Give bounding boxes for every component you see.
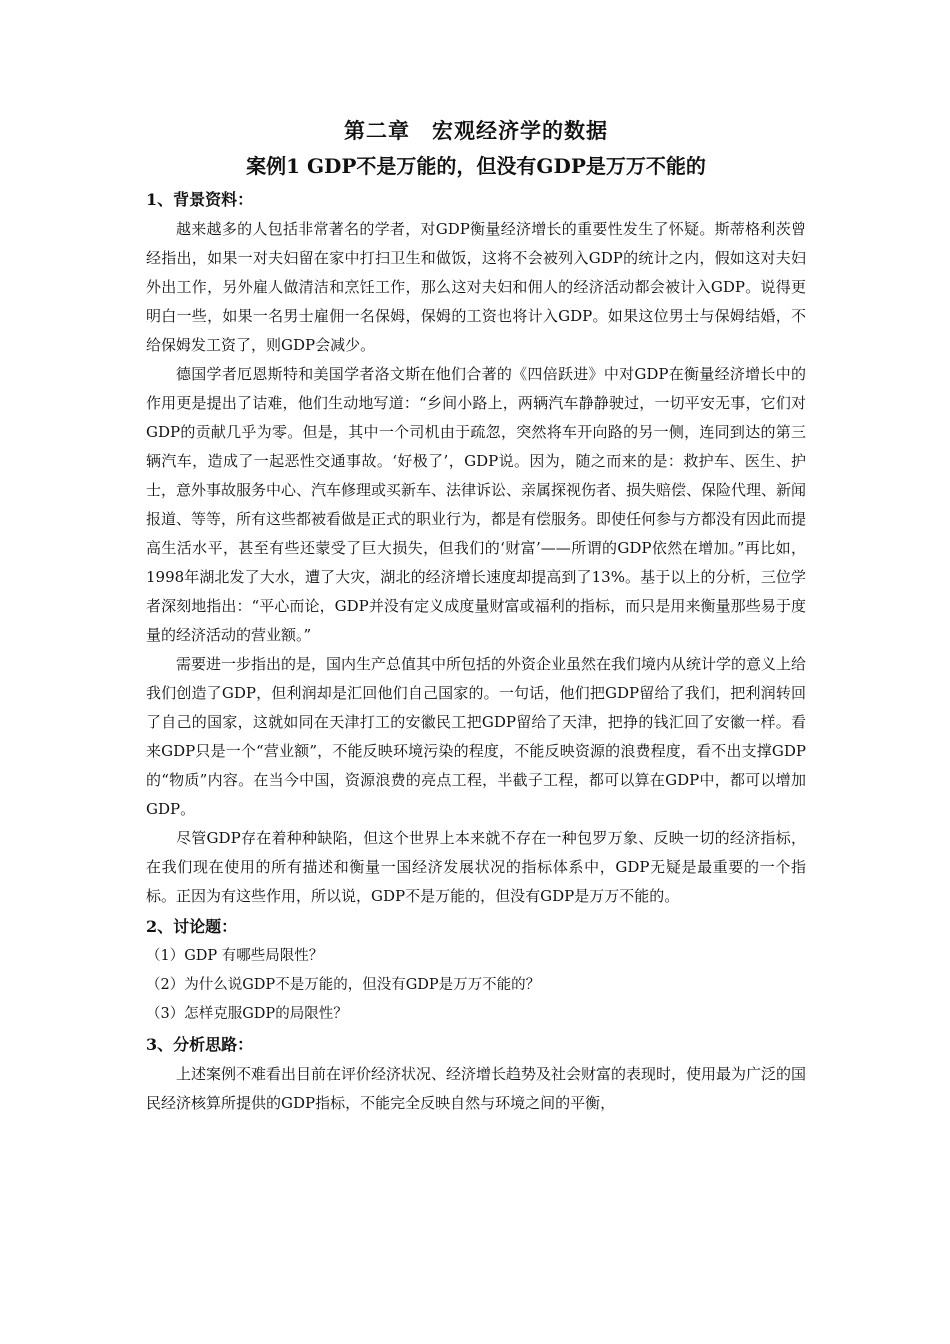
discussion-question: （3）怎样克服GDP的局限性？ [146,1006,348,1022]
chapter-title: 第二章 宏观经济学的数据 [344,118,608,143]
discussion-section [146,915,806,1029]
background-paragraph: 越来越多的人包括非常著名的学者，对GDP衡量经济增长的重要性发生了怀疑。斯蒂格利茨曾经指出，如果一对夫妇留在家中打扫卫生和做饭，这将不会被列入GDP的统计之内，假如这对夫妇外出工作，另外雇人做清洁和烹饪工作，那么这对夫妇和佣人的经济活动都会被计入GDP。说得更明白一些，如果一名男士雇佣一名保姆，保姆的工资也将计入GDP。如果这位男士与保姆结婚，不给保姆发工资了，则GDP会减少。 [146,220,806,354]
case-title: 案例1 GDP不是万能的，但没有GDP是万万不能的 [246,154,706,178]
discussion-question-list [146,942,806,1029]
background-heading: 1、背景资料： [146,190,254,209]
document-body [146,116,806,1118]
analysis-paragraph: 上述案例不难看出目前在评价经济状况、经济增长趋势及社会财富的表现时，使用最为广泛的国民经济核算所提供的GDP指标，不能完全反映自然与环境之间的平衡， [146,1065,807,1112]
analysis-heading: 3、分析思路： [146,1035,254,1054]
discussion-question: （1）GDP 有哪些局限性？ [146,948,324,964]
background-paragraph: 德国学者厄恩斯特和美国学者洛文斯在他们合著的《四倍跃进》中对GDP在衡量经济增长中的作用更是提出了诘难，他们生动地写道：“乡间小路上，两辆汽车静静驶过，一切平安无事，它们对GDP的贡献几乎为零。但是，其中一个司机由于疏忽，突然将车开向路的另一侧，连同到达的第三辆汽车，造成了一起恶性交通事故。‘好极了’，GDP说。因为，随之而来的是：救护车、医生、护士，意外事故服务中心、汽车修理或买新车、法律诉讼、亲属探视伤者、损失赔偿、保险代理、新闻报道、等等，所有这些都被看做是正式的职业行为，都是有偿服务。即使任何参与方都没有因此而提高生活水平，甚至有些还蒙受了巨大损失，但我们的‘财富’——所谓的GDP依然在增加。”再比如，1998年湖北发了大水，遭了大灾，湖北的经济增长速度却提高到了13%。基于以上的分析，三位学者深刻地指出：“平心而论，GDP并没有定义成度量财富或福利的指标，而只是用来衡量那些易于度量的经济活动的营业额。” [146,365,807,644]
background-paragraph: 需要进一步指出的是，国内生产总值其中所包括的外资企业虽然在我们境内从统计学的意义上给我们创造了GDP，但利润却是汇回他们自己国家的。一句话，他们把GDP留给了我们，把利润转回了自己的国家，这就如同在天津打工的安徽民工把GDP留给了天津，把挣的钱汇回了安徽一样。看来GDP只是一个“营业额”，不能反映环境污染的程度，不能反映资源的浪费程度，看不出支撑GDP的“物质”内容。在当今中国，资源浪费的亮点工程，半截子工程，都可以算在GDP中，都可以增加GDP。 [146,655,807,818]
analysis-section [146,1033,806,1118]
discussion-heading: 2、讨论题： [146,917,238,936]
discussion-question: （2）为什么说GDP不是万能的，但没有GDP是万万不能的？ [146,977,541,993]
background-section [146,188,806,911]
background-paragraph: 尽管GDP存在着种种缺陷，但这个世界上本来就不存在一种包罗万象、反映一切的经济指标，在我们现在使用的所有描述和衡量一国经济发展状况的指标体系中，GDP无疑是最重要的一个指标。正因为有这些作用，所以说，GDP不是万能的，但没有GDP是万万不能的。 [146,829,806,905]
